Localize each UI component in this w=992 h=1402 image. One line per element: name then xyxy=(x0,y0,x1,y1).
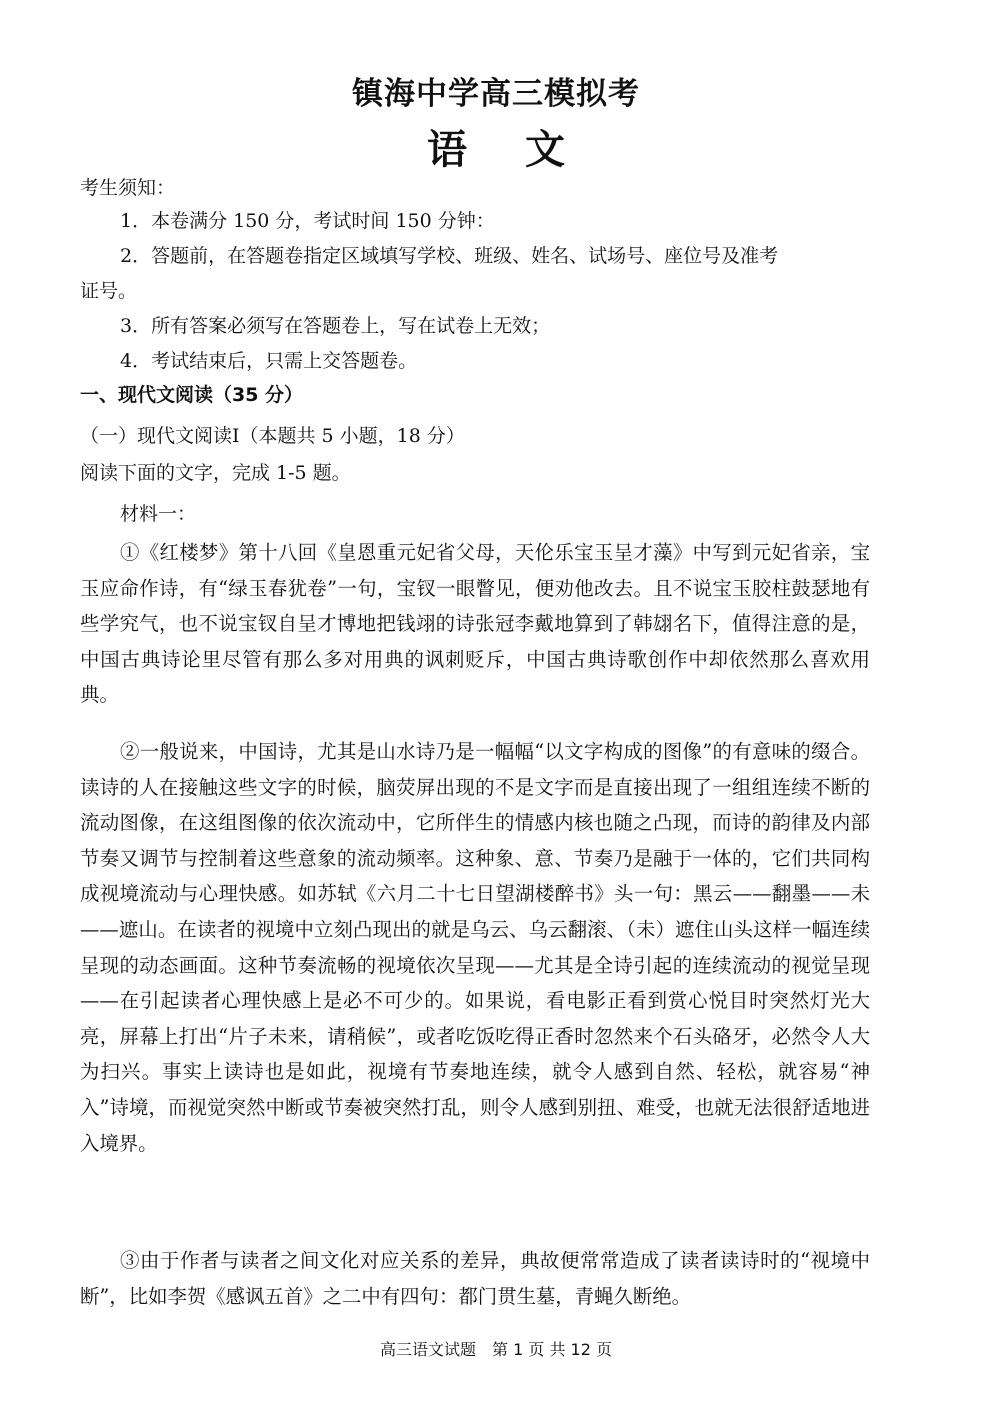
material-label: 材料一： xyxy=(120,503,197,525)
exam-title: 镇海中学高三模拟考 xyxy=(352,76,640,112)
paragraph-2: ②一般说来，中国诗，尤其是山水诗乃是一幅幅“以文字构成的图像”的有意味的缀合。读诗的人在接触这些文字的时候，脑荧屏出现的不是文字而是直接出现了一组组连续不断的流动图像，在这组图像的依次流动中，它所伴生的情感内核也随之凸现，而诗的韵律及内部节奏又调节与控制着这些意象的流动频率。这种象、意、节奏乃是融于一体的，它们共同构成视境流动与心理快感。如苏轼《六月二十七日望湖楼醉书》头一句：黑云——翻墨——未——遮山。在读者的视境中立刻凸现出的就是乌云、乌云翻滚、（未）遮住山头这样一幅连续呈现的动态画面。这种节奏流畅的视境依次呈现——尤其是全诗引起的连续流动的视觉呈现——在引起读者心理快感上是必不可少的。如果说，看电影正看到赏心悦目时突然灯光大亮，屏幕上打出“片子未来，请稍候”，或者吃饭吃得正香时忽然来个石头硌牙，必然令人大为扫兴。事实上读诗也是如此，视境有节奏地连续，就令人感到自然、轻松，就容易“神入”诗境，而视觉突然中断或节奏被突然打乱，则令人感到别扭、难受，也就无法很舒适地进入境界。 xyxy=(80,740,870,1155)
notice-item-4: 4．考试结束后，只需上交答题卷。 xyxy=(120,350,418,372)
notice-item-2: 2．答题前，在答题卷指定区域填写学校、班级、姓名、试场号、座位号及准考 xyxy=(120,245,779,267)
subject-title: 语 文 xyxy=(427,127,587,173)
notice-item-2-continued: 证号。 xyxy=(80,280,138,302)
sub-section-heading: （一）现代文阅读Ⅰ（本题共 5 小题，18 分） xyxy=(80,425,465,447)
notice-item-3: 3．所有答案必须写在答题卷上，写在试卷上无效； xyxy=(120,315,551,337)
page-footer: 高三语文试题 第 1 页 共 12 页 xyxy=(380,1340,612,1359)
notice-item-1: 1．本卷满分 150 分，考试时间 150 分钟： xyxy=(120,210,495,232)
notice-label: 考生须知： xyxy=(80,177,176,199)
paragraph-3: ③由于作者与读者之间文化对应关系的差异，典故便常常造成了读者读诗时的“视境中断”，比如李贺《感讽五首》之二中有四句：都门贯生墓，青蝇久断绝。 xyxy=(80,1249,870,1308)
section-heading: 一、现代文阅读（35 分） xyxy=(80,384,304,406)
paragraph-1: ①《红楼梦》第十八回《皇恩重元妃省父母，天伦乐宝玉呈才藻》中写到元妃省亲，宝玉应命作诗，有“绿玉春犹卷”一句，宝钗一眼瞥见，便劝他改去。且不说宝玉胶柱鼓瑟地有些学究气，也不说宝钗自呈才博地把钱翊的诗张冠李戴地算到了韩翃名下，值得注意的是，中国古典诗论里尽管有那么多对用典的讽刺贬斥，中国古典诗歌创作中却依然那么喜欢用典。 xyxy=(80,541,870,707)
reading-instruction: 阅读下面的文字，完成 1-5 题。 xyxy=(80,462,351,484)
